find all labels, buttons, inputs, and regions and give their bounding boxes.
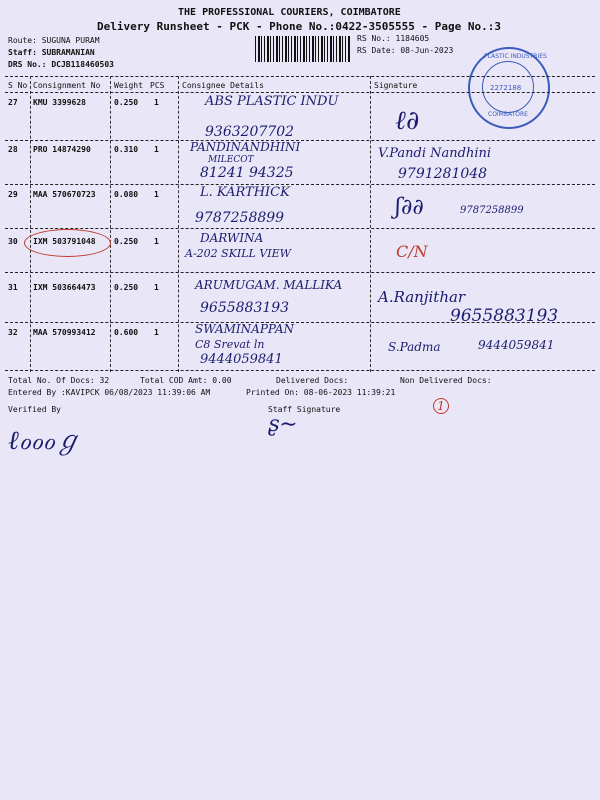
route-label: Route: SUGUNA PURAM	[8, 36, 100, 45]
row-consignment: MAA 570993412	[33, 328, 96, 337]
row-pcs: 1	[154, 145, 159, 154]
row-consignee-phone: 9363207702	[205, 124, 295, 140]
printed-on: Printed On: 08-06-2023 11:39:21	[246, 388, 396, 397]
row-weight: 0.250	[114, 283, 139, 292]
row-signature-name: S.Padma	[388, 340, 441, 354]
staff-label: Staff: SUBRAMANIAN	[8, 48, 95, 57]
row-consignee-name: L. KARTHICK	[200, 185, 290, 200]
row-consignee-phone: 81241 94325	[200, 165, 294, 181]
row-consignee-name: DARWINA	[200, 231, 264, 245]
runsheet-subtitle: Delivery Runsheet - PCK - Phone No.:0422-3505555 - Page No.:3	[97, 20, 501, 33]
col-header-sno: S No	[8, 81, 28, 90]
row-weight: 0.250	[114, 98, 139, 107]
col-header-consignee: Consignee Details	[182, 81, 264, 90]
row-consignee-name: ARUMUGAM. MALLIKA	[195, 278, 343, 292]
company-title: THE PROFESSIONAL COURIERS, COIMBATORE	[178, 7, 401, 18]
row-consignee-name: PANDINANDHINI	[190, 140, 301, 154]
row-rule	[5, 272, 595, 273]
row-consignee-line: A-202 SKILL VIEW	[185, 247, 291, 260]
row-consignment: IXM 503791048	[33, 237, 96, 246]
row-rule	[5, 228, 595, 229]
rs-number: RS No.: 1184605	[357, 34, 430, 43]
row-pcs: 1	[154, 190, 159, 199]
rs-date: RS Date: 08-Jun-2023	[357, 46, 454, 55]
col-header-consignment: Consignment No	[33, 81, 101, 90]
seal-city: COIMBATORE	[488, 111, 528, 118]
company-seal	[468, 47, 550, 129]
row-consignee-line: MILECOT	[208, 155, 254, 165]
table-bottom-rule	[5, 370, 595, 371]
row-signature-name: A.Ranjithar	[378, 288, 466, 306]
row-consignee-phone: 9655883193	[200, 300, 290, 316]
row-consignment: KMU 3399628	[33, 98, 86, 107]
header-rule	[5, 92, 595, 93]
col-header-signature: Signature	[374, 81, 418, 90]
non-delivered-docs: Non Delivered Docs:	[400, 376, 492, 385]
verified-signature: ℓℴℴℴℊ	[8, 426, 81, 456]
row-signature-mark: C/N	[396, 242, 428, 261]
red-circled-number: 1	[433, 398, 449, 414]
row-consignment: MAA 570670723	[33, 190, 96, 199]
row-sno: 30	[8, 237, 18, 246]
row-sno: 29	[8, 190, 18, 199]
delivered-docs: Delivered Docs:	[276, 376, 349, 385]
row-weight: 0.600	[114, 328, 139, 337]
staff-signature: ʂ∼	[268, 412, 298, 437]
col-header-pcs: PCS	[150, 81, 165, 90]
row-consignee-phone: 9444059841	[200, 352, 283, 367]
total-docs: Total No. Of Docs: 32	[8, 376, 110, 385]
row-pcs: 1	[154, 98, 159, 107]
seal-number: 2272188	[490, 84, 522, 92]
row-signature-phone: 9444059841	[478, 338, 555, 352]
row-sno: 31	[8, 283, 18, 292]
row-pcs: 1	[154, 237, 159, 246]
row-rule	[5, 322, 595, 323]
table-top-rule	[5, 76, 595, 77]
drs-label: DRS No.: DCJB118460503	[8, 60, 114, 69]
row-weight: 0.310	[114, 145, 139, 154]
verified-by-label: Verified By	[8, 405, 61, 414]
row-signature-phone: 9787258899	[460, 205, 524, 216]
row-consignee-line: C8 Srevat ln	[195, 338, 265, 351]
row-sno: 27	[8, 98, 18, 107]
row-signature-name: V.Pandi Nandhini	[378, 146, 492, 161]
col-divider	[110, 76, 111, 372]
row-consignee-name: SWAMINAPPAN	[195, 322, 295, 336]
seal-arc-text: PLASTIC INDUSTRIES	[484, 53, 547, 60]
row-pcs: 1	[154, 283, 159, 292]
row-signature-phone: 9655883193	[450, 306, 559, 326]
col-divider	[178, 76, 179, 372]
staff-signature-label: Staff Signature	[268, 405, 341, 414]
col-header-weight: Weight	[114, 81, 143, 90]
row-sno: 28	[8, 145, 18, 154]
row-pcs: 1	[154, 328, 159, 337]
handwritten-signature: ℓ∂	[395, 106, 420, 136]
row-consignee-name: ABS PLASTIC INDU	[205, 94, 339, 109]
row-weight: 0.080	[114, 190, 139, 199]
row-consignment: IXM 503664473	[33, 283, 96, 292]
row-sno: 32	[8, 328, 18, 337]
row-signature-phone: 9791281048	[398, 166, 488, 182]
total-cod: Total COD Amt: 0.00	[140, 376, 232, 385]
row-consignment: PRO 14874290	[33, 145, 91, 154]
col-divider	[370, 76, 371, 372]
row-consignee-phone: 9787258899	[195, 210, 285, 226]
col-divider	[30, 76, 31, 372]
row-weight: 0.250	[114, 237, 139, 246]
handwritten-signature: ʃ∂∂	[395, 195, 424, 220]
barcode	[255, 36, 350, 62]
entered-by: Entered By :KAVIPCK 06/08/2023 11:39:06 AM	[8, 388, 211, 397]
row-rule	[5, 184, 595, 185]
